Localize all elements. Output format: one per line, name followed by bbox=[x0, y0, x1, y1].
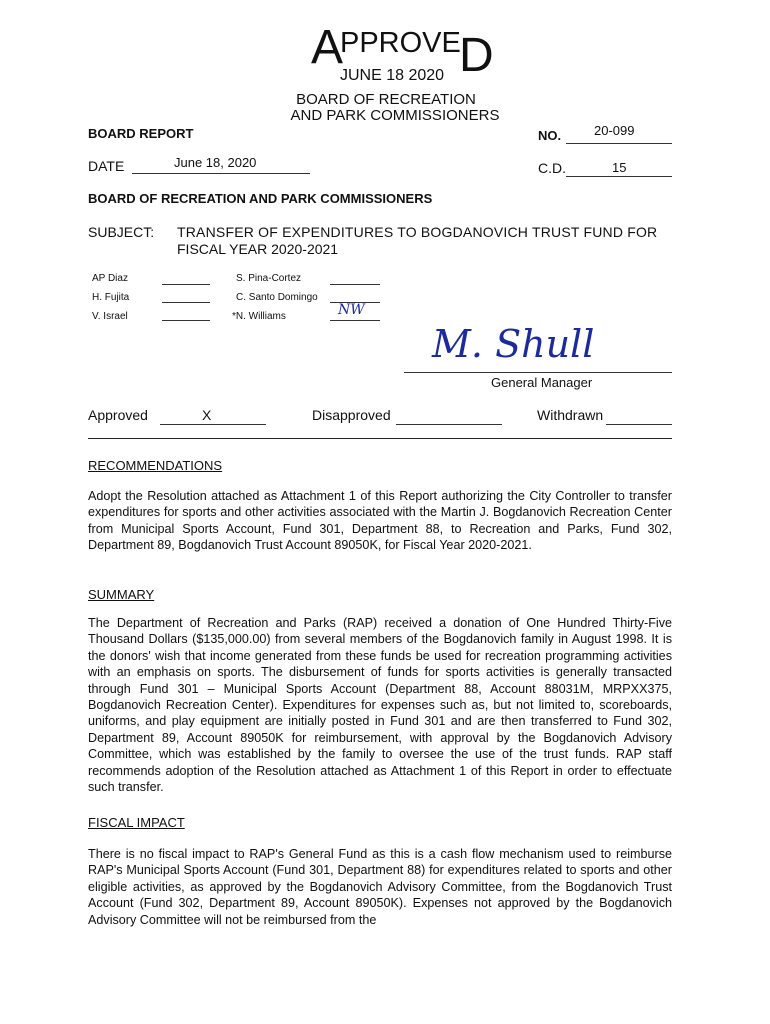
approved-label: Approved bbox=[88, 407, 148, 423]
cd-label: C.D. bbox=[538, 160, 566, 176]
cd-underline bbox=[566, 176, 672, 177]
commissioner-right-2: C. Santo Domingo bbox=[236, 292, 318, 303]
stamp-word-middle: PPROVE bbox=[340, 27, 461, 59]
date-label: DATE bbox=[88, 158, 125, 174]
commissioner-right-3: *N. Williams bbox=[232, 311, 286, 322]
board-report-label: BOARD REPORT bbox=[88, 126, 194, 141]
disapproved-label: Disapproved bbox=[312, 407, 391, 423]
vote-line-left-1 bbox=[162, 284, 210, 285]
report-no-value: 20-099 bbox=[594, 123, 635, 138]
recommendations-heading: RECOMMENDATIONS bbox=[88, 458, 223, 473]
withdrawn-line bbox=[606, 424, 672, 425]
general-manager-label: General Manager bbox=[491, 375, 593, 390]
stamp-board-line1: BOARD OF RECREATION bbox=[296, 91, 476, 108]
approval-divider bbox=[88, 438, 672, 439]
general-manager-signature: M. Shull bbox=[432, 322, 595, 366]
vote-line-right-3 bbox=[330, 320, 380, 321]
recommendations-text: Adopt the Resolution attached as Attachment 1 of this Report authorizing the City Controller to transfer expenditures for sports and other activities associated with the Martin J. Bogdanovich Recreation Center from Municipal Sports Account, Fund 301, Department 88, to Recreation and Parks, Fund 302, Department 89, Bogdanovich Trust Account 89050K, for Fiscal Year 2020-2021. bbox=[88, 489, 672, 553]
stamp-letter-d: D bbox=[459, 29, 494, 82]
vote-line-left-3 bbox=[162, 320, 210, 321]
summary-text: The Department of Recreation and Parks (RAP) received a donation of One Hundred Thirty-Five Thousand Dollars ($135,000.00) from several members of the Bogdanovich family in August 1998. It is the donors' wish that income generated from these funds be used for recreation programming activities with an emphasis on sports. The disbursement of funds for sports activities is generally transacted through Fund 301 – Municipal Sports Account (Department 88, Account 88031M, MRPXX375, Bogdanovich Recreation Center). Expenditures for expenses such as, but not limited to, scoreboards, uniforms, and play equipment are initially posted in Fund 301 and are then transferred to Fund 302, Department 89, Account 89050K for reimbursement, with approval by the Bogdanovich Advisory Committee, which was established by the family to oversee the use of the trust funds. RAP staff recommends adoption of the Resolution attached as Attachment 1 of this Report in order to effectuate such transfer. bbox=[88, 616, 672, 795]
stamp-date: JUNE 18 2020 bbox=[340, 67, 445, 84]
date-value: June 18, 2020 bbox=[174, 155, 257, 170]
commissioner-left-1: AP Diaz bbox=[92, 273, 128, 284]
subject-line1: TRANSFER OF EXPENDITURES TO BOGDANOVICH TRUST FUND FOR bbox=[177, 224, 658, 240]
summary-heading: SUMMARY bbox=[88, 587, 155, 602]
approved-mark: X bbox=[202, 407, 212, 423]
fiscal-impact-heading: FISCAL IMPACT bbox=[88, 815, 185, 830]
commissioner-initials: NW bbox=[338, 302, 365, 318]
commissioner-left-3: V. Israel bbox=[92, 311, 128, 322]
commissioner-left-2: H. Fujita bbox=[92, 292, 130, 303]
report-no-label: NO. bbox=[538, 128, 562, 143]
vote-line-right-1 bbox=[330, 284, 380, 285]
vote-line-left-2 bbox=[162, 302, 210, 303]
date-underline bbox=[132, 173, 310, 174]
stamp-letter-a: A bbox=[311, 21, 344, 74]
addressee: BOARD OF RECREATION AND PARK COMMISSIONERS bbox=[88, 191, 433, 206]
subject-label: SUBJECT: bbox=[88, 224, 155, 240]
subject-line2: FISCAL YEAR 2020-2021 bbox=[177, 241, 339, 257]
withdrawn-label: Withdrawn bbox=[537, 407, 604, 423]
fiscal-impact-text: There is no fiscal impact to RAP's General Fund as this is a cash flow mechanism used to reimburse RAP's Municipal Sports Account (Fund 301, Department 88) for expenditures related to sports and other eligible activities, as approved by the Bogdanovich Advisory Committee, from the Bogdanovich Trust Account (Fund 302, Department 89, Account 89050K). Expenses not approved by the Bogdanovich Advisory Committee will not be reimbursed from the bbox=[88, 847, 672, 927]
disapproved-line bbox=[396, 424, 502, 425]
approved-line bbox=[160, 424, 266, 425]
report-no-underline bbox=[566, 143, 672, 144]
signature-line bbox=[404, 372, 672, 373]
stamp-board-line2: AND PARK COMMISSIONERS bbox=[290, 107, 500, 124]
cd-value: 15 bbox=[612, 160, 627, 175]
commissioner-right-1: S. Pina-Cortez bbox=[236, 273, 302, 284]
